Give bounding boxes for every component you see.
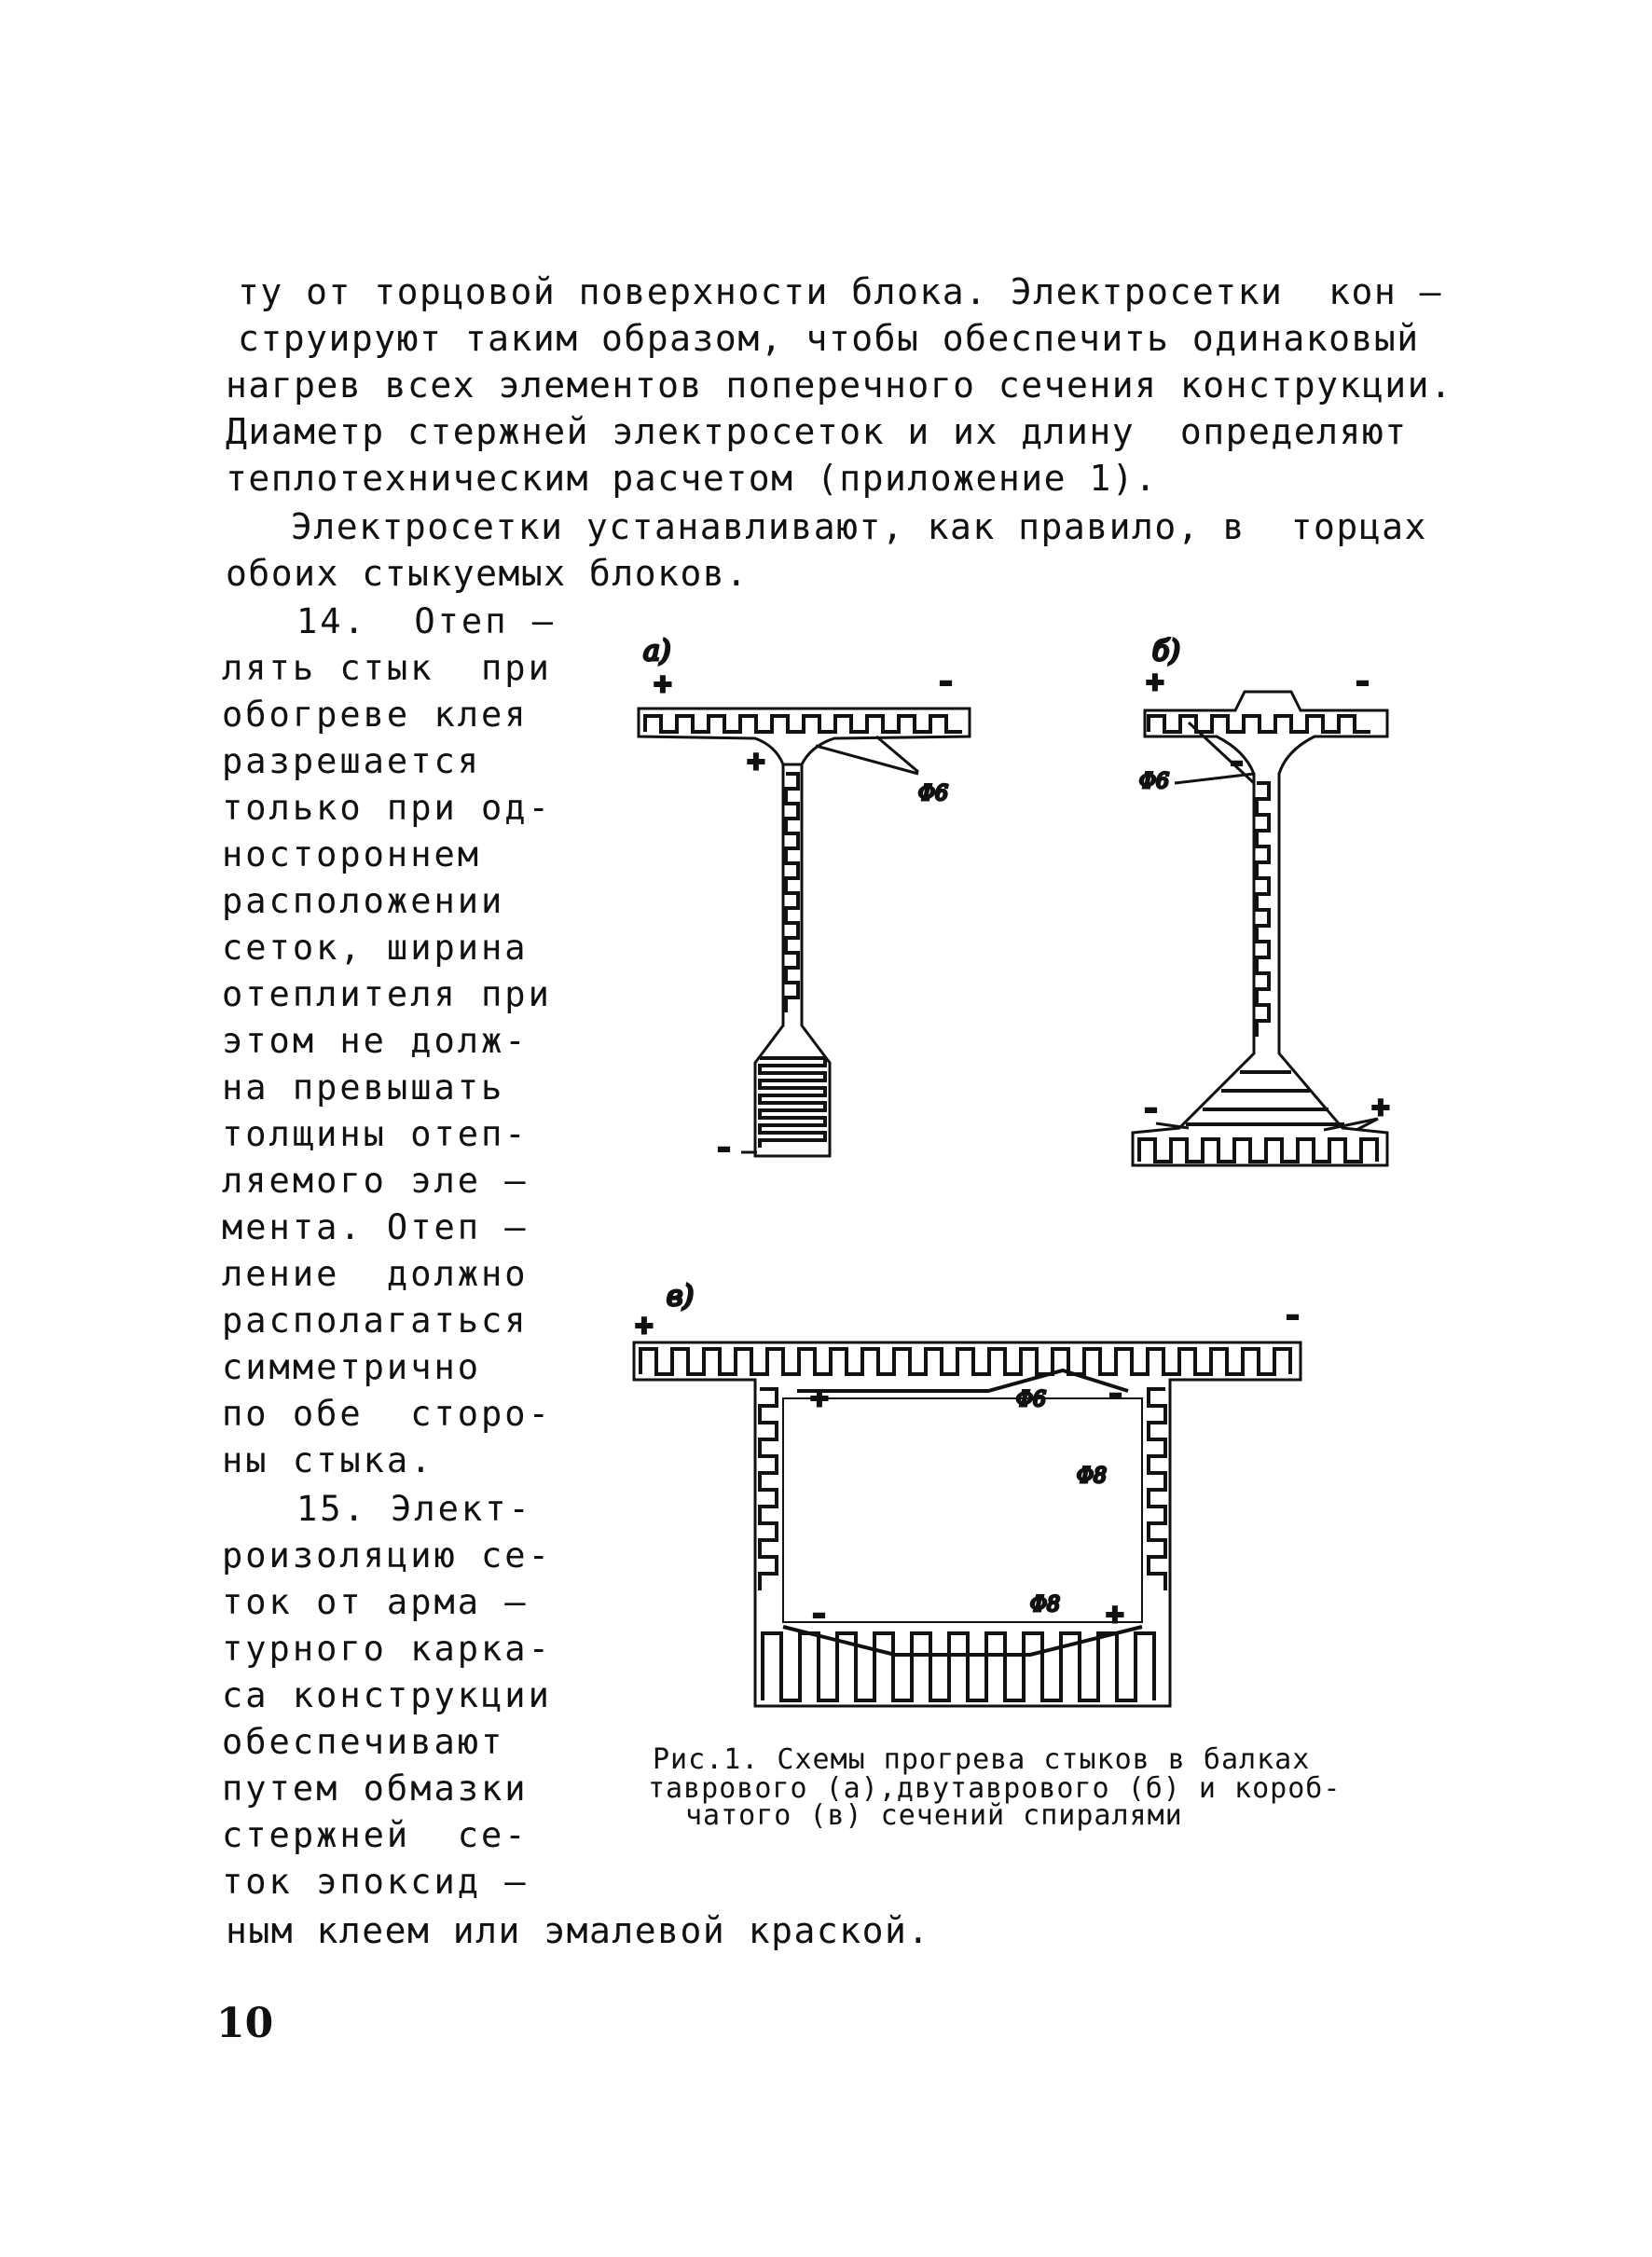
minus-sign: – [1356, 668, 1369, 696]
text-line: отеплителя при [222, 974, 552, 1014]
minus-sign: – [940, 668, 952, 696]
text-line: только при од- [222, 788, 552, 828]
text-line: по обе сторо- [222, 1394, 552, 1434]
figure-caption: чатого (в) сечений спиралями [685, 1799, 1183, 1832]
t-beam-diagram [639, 635, 970, 1163]
minus-sign: – [1109, 1381, 1122, 1409]
label-a: а) [643, 635, 671, 667]
text-line: роизоляцию се- [222, 1535, 552, 1576]
text-line: ту от торцовой поверхности блока. Электросетки кон – [238, 271, 1443, 312]
text-line: обогреве клея [222, 695, 529, 735]
text-line: ляемого эле – [222, 1161, 529, 1201]
text-line: стержней се- [222, 1815, 529, 1855]
text-line: турного карка- [222, 1629, 552, 1669]
text-line: симметрично [222, 1347, 482, 1387]
text-line: мента. Отеп – [222, 1207, 529, 1247]
text-line: ны стыка. [222, 1440, 434, 1480]
minus-sign: – [1231, 749, 1243, 777]
figure-caption: Рис.1. Схемы прогрева стыков в балках [653, 1743, 1311, 1776]
text-line: Электросетки устанавливают, как правило, в торцах [291, 506, 1427, 547]
minus-sign: – [1287, 1302, 1299, 1330]
text-line: 14. Отеп – [296, 601, 557, 641]
text-line: разрешается [222, 741, 482, 781]
figure-caption: таврового (а),двутаврового (б) и короб- [648, 1772, 1342, 1805]
text-line: сеток, ширина [222, 928, 529, 968]
text-line: располагаться [222, 1301, 529, 1341]
text-line: ностороннем [222, 834, 482, 874]
plus-sign: + [1370, 1094, 1391, 1122]
plus-sign: + [634, 1312, 654, 1340]
phi6-label: Φ6 [1139, 770, 1170, 793]
text-line: ток эпоксид – [222, 1862, 529, 1902]
text-line: расположении [222, 881, 505, 921]
phi8-label: Φ8 [1030, 1593, 1061, 1617]
minus-sign: – [1145, 1095, 1157, 1123]
box-beam-diagram [634, 1280, 1301, 1706]
i-beam-diagram [1133, 635, 1391, 1165]
text-line: лять стык при [222, 648, 552, 688]
label-b: б) [1152, 635, 1181, 667]
phi6-label: Φ6 [1016, 1388, 1047, 1411]
minus-sign: – [813, 1601, 825, 1629]
phi6-label: Φ6 [918, 782, 949, 805]
page-number: 10 [216, 2000, 274, 2047]
text-line: струируют таким образом, чтобы обеспечить одинаковый [238, 318, 1420, 359]
text-line: этом не долж- [222, 1021, 529, 1061]
text-line: толщины отеп- [222, 1114, 529, 1154]
text-line: ным клеем или эмалевой краской. [226, 1910, 930, 1951]
text-line: обеспечивают [222, 1722, 505, 1762]
label-v: в) [667, 1280, 695, 1313]
text-line: нагрев всех элементов поперечного сечения конструкции. [226, 365, 1453, 406]
minus-sign: – [718, 1135, 730, 1163]
text-line: са конструкции [222, 1675, 552, 1715]
text-line: обоих стыкуемых блоков. [226, 553, 749, 594]
text-line: теплотехническим расчетом (приложение 1). [226, 458, 1158, 499]
text-line: путем обмазки [222, 1768, 529, 1809]
plus-sign: + [1145, 668, 1165, 696]
plus-sign: + [746, 748, 766, 776]
text-line: ток от арма – [222, 1582, 529, 1622]
text-line: на превышать [222, 1067, 505, 1108]
text-line: ление должно [222, 1254, 529, 1294]
plus-sign: + [809, 1384, 830, 1412]
text-line: 15. Элект- [296, 1489, 532, 1529]
plus-sign: + [653, 670, 673, 698]
phi8-label: Φ8 [1077, 1465, 1108, 1488]
plus-sign: + [1105, 1601, 1125, 1629]
text-line: Диаметр стержней электросеток и их длину определяют [226, 411, 1408, 452]
